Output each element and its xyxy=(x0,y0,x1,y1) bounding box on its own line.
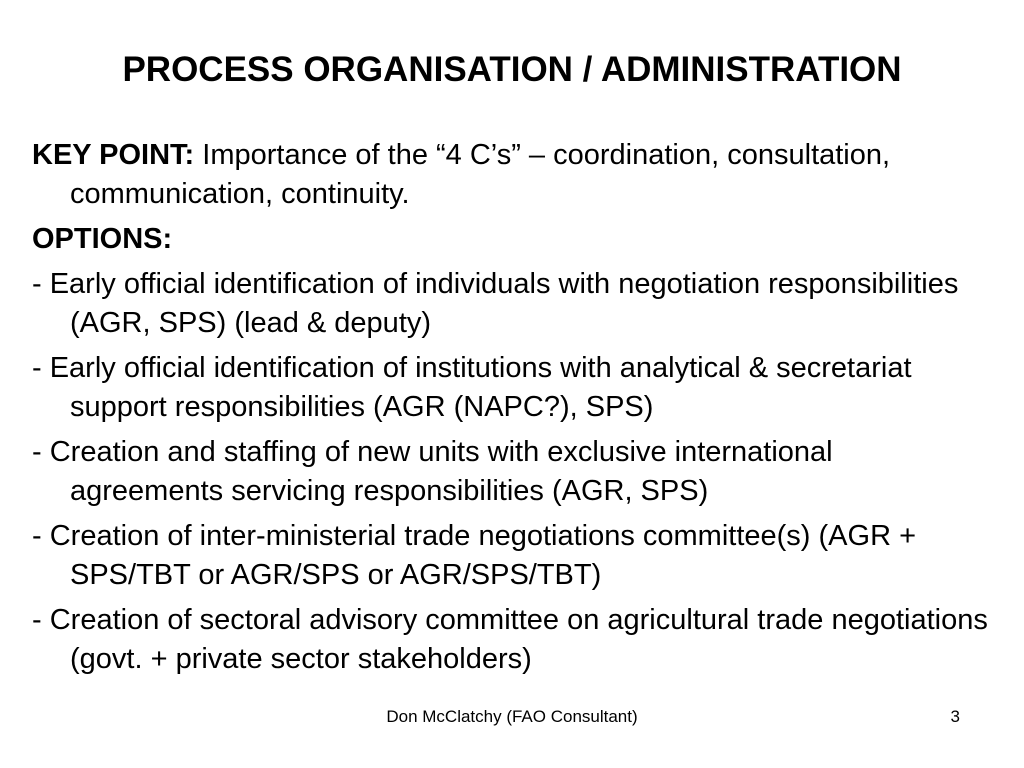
options-label: OPTIONS: xyxy=(32,223,173,255)
slide-title: PROCESS ORGANISATION / ADMINISTRATION xyxy=(122,50,902,89)
options-heading xyxy=(32,220,992,259)
key-point-label: KEY POINT: xyxy=(32,139,195,171)
option-item: - Creation and staffing of new units with exclusive international agreements servicing responsibilities (AGR, SPS) xyxy=(32,436,833,507)
option-item: - Early official identification of individuals with negotiation responsibilities (AGR, SPS) (lead & deputy) xyxy=(32,268,959,339)
option-item: - Early official identification of institutions with analytical & secretariat support responsibilities (AGR (NAPC?), SPS) xyxy=(32,352,912,423)
key-point-text: Importance of the “4 C’s” – coordination, consultation, communication, continuity. xyxy=(70,139,891,210)
slide-body xyxy=(32,136,992,685)
page-number: 3 xyxy=(950,707,960,726)
option-item: - Creation of sectoral advisory committee on agricultural trade negotiations (govt. + private sector stakeholders) xyxy=(32,604,988,675)
option-item: - Creation of inter-ministerial trade negotiations committee(s) (AGR + SPS/TBT or AGR/SPS or AGR/SPS/TBT) xyxy=(32,520,917,591)
key-point-paragraph xyxy=(32,136,992,214)
footer-author: Don McClatchy (FAO Consultant) xyxy=(386,707,638,726)
